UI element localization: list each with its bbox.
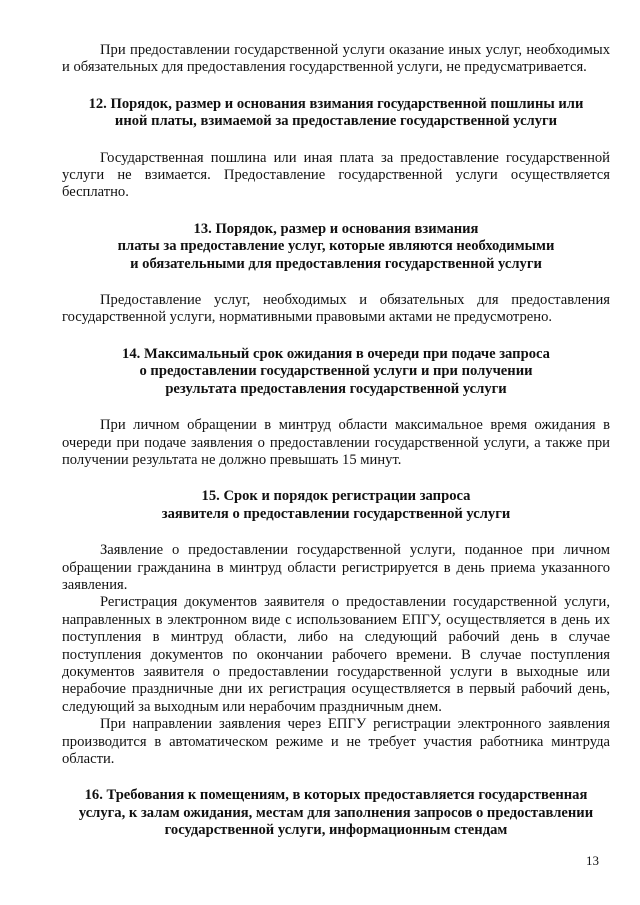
heading-line: результата предоставления государственной услуги: [165, 380, 507, 397]
heading-line: 13. Порядок, размер и основания взимания: [193, 220, 479, 237]
section-12-paragraph: Государственная пошлина или иная плата за предоставление государственной услуги не взимается. Предоставление государственной услуги осуществляется бесплатно.: [62, 149, 610, 201]
heading-line: государственной услуги, информационным стендам: [164, 822, 508, 839]
section-15-paragraph: Заявление о предоставлении государственной услуги, поданное при личном обращении гражданина в минтруд области регистрируется в день приема указанного заявления.: [62, 542, 610, 593]
heading-line: 16. Требования к помещениям, в которых предоставляется государственная: [84, 787, 588, 804]
heading-line: иной платы, взимаемой за предоставление государственной услуги: [114, 113, 558, 130]
heading-line: 14. Максимальный срок ожидания в очереди при подаче запроса: [122, 345, 550, 362]
heading-line: заявителя о предоставлении государственной услуги: [161, 505, 511, 522]
paragraph-intro: При предоставлении государственной услуги оказание иных услуг, необходимых и обязательных для предоставления государственной услуги, не предусматривается.: [62, 42, 610, 76]
section-14-paragraph: При личном обращении в минтруд области максимальное время ожидания в очереди при подаче заявления о предоставлении государственной услуги, а также при получении результата не должно превышать 15 минут.: [62, 417, 610, 468]
section-16-heading: [62, 787, 610, 839]
document-page: [62, 42, 610, 840]
section-12-heading: [62, 96, 610, 131]
section-13-heading: [62, 221, 610, 273]
section-14-heading: [62, 346, 610, 398]
section-15-paragraph: При направлении заявления через ЕПГУ регистрации электронного заявления производится в автоматическом режиме и не требует участия работника минтруда области.: [62, 716, 610, 767]
heading-line: 15. Срок и порядок регистрации запроса: [201, 488, 471, 505]
heading-line: и обязательными для предоставления государственной услуги: [130, 255, 542, 272]
heading-line: платы за предоставление услуг, которые являются необходимыми: [117, 238, 555, 255]
heading-line: услуга, к залам ожидания, местам для заполнения запросов о предоставлении: [78, 804, 594, 821]
heading-line: о предоставлении государственной услуги и при получении: [139, 363, 533, 380]
heading-line: 12. Порядок, размер и основания взимания государственной пошлины или: [88, 95, 584, 112]
page-number: 13: [586, 853, 599, 868]
section-15-paragraph: Регистрация документов заявителя о предоставлении государственной услуги, направленных в электронном виде с использованием ЕПГУ, осуществляется в день их поступления в минтруд области, либо на следующий рабочий день в случае поступления документов по окончании рабочего времени. В случае поступления документов заявителя о предоставлении государственной услуги в выходные или нерабочие праздничные дни их регистрация осуществляется в первый рабочий день, следующий за выходным или нерабочим праздничным днем.: [62, 594, 610, 715]
section-13-paragraph: Предоставление услуг, необходимых и обязательных для предоставления государственной услуги, нормативными правовыми актами не предусмотрено.: [62, 292, 610, 326]
section-15-heading: [62, 488, 610, 523]
